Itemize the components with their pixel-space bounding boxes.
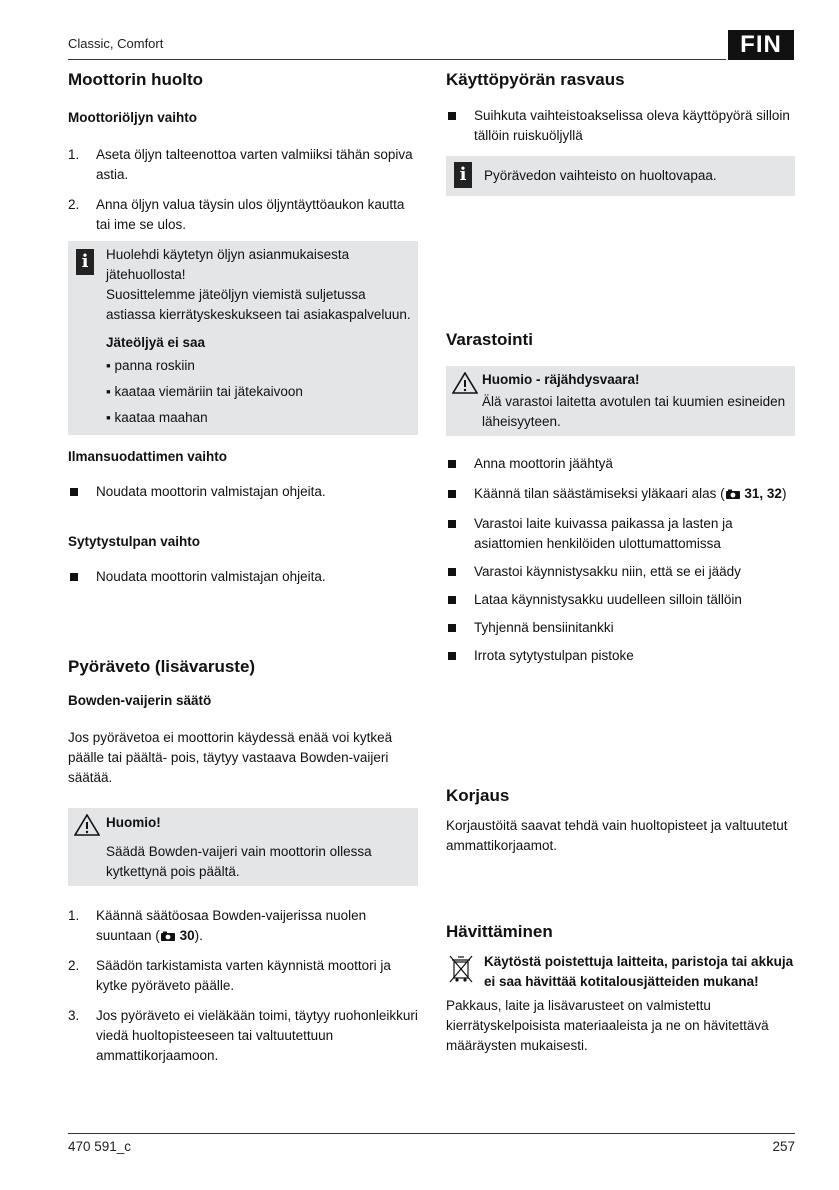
document-id: 470 591_c <box>68 1139 132 1154</box>
oil-must-not-list <box>106 353 412 431</box>
list-item: Tyhjennä bensiinitankki <box>446 618 795 638</box>
bowden-text: Jos pyörävetoa ei moottorin käydessä enää voi kytkeä päälle tai päältä- pois, täytyy vastaava Bowden-vaijeri säätää. <box>68 730 393 785</box>
oil-disposal-note <box>68 241 418 435</box>
oil-note-line1: Huolehdi käytetyn öljyn asianmukaisesta jätehuollosta! <box>106 247 350 282</box>
oil-step: 2. Anna öljyn valua täysin ulos öljyntäyttöaukon kautta tai ime se ulos. <box>68 197 405 232</box>
wheel-drive-title: Pyöräveto (lisävaruste) <box>68 657 256 676</box>
info-icon: i <box>454 162 472 188</box>
grease-list <box>446 106 795 146</box>
disposal-title: Hävittäminen <box>446 922 553 941</box>
air-filter-list <box>68 482 418 502</box>
camera-icon <box>160 931 176 942</box>
list-item: Käännä tilan säästämiseksi yläkaari alas ( 31, 32) <box>446 484 795 504</box>
crossed-bin-icon <box>448 954 474 984</box>
bowden-warning-title: Huomio! <box>106 815 161 830</box>
storage-warning <box>446 366 795 436</box>
list-item: Varastoi laite kuivassa paikassa ja lasten ja asiattomien henkilöiden ulottumattomissa <box>446 514 795 554</box>
air-filter-title: Ilmansuodattimen vaihto <box>68 449 228 464</box>
left-column <box>68 68 418 1066</box>
list-item: Noudata moottorin valmistajan ohjeita. <box>68 482 418 502</box>
oil-steps <box>68 145 418 235</box>
right-column <box>446 68 795 1056</box>
header-rule <box>68 59 726 60</box>
oil-change-title: Moottoriöljyn vaihto <box>68 110 197 125</box>
bowden-step: 3. Jos pyöräveto ei vieläkään toimi, täytyy ruohonleikkuri viedä huoltopisteeseen tai valtuutettuun ammattikorjaamoon. <box>68 1008 418 1063</box>
page-number: 257 <box>772 1139 795 1154</box>
list-item: Suihkuta vaihteistoakselissa oleva käyttöpyörä silloin tällöin ruiskuöljyllä <box>446 106 795 146</box>
storage-title: Varastointi <box>446 330 533 349</box>
oil-note-line2: Suosittelemme jäteöljyn viemistä suljetussa astiassa kierrätyskeskukseen tai asiakaspalveluun. <box>106 287 411 322</box>
language-badge: FIN <box>728 30 794 60</box>
bowden-warning <box>68 808 418 886</box>
footer-rule <box>68 1133 795 1134</box>
info-icon: i <box>76 249 94 275</box>
repair-title: Korjaus <box>446 786 510 805</box>
list-item: Varastoi käynnistysakku niin, että se ei jäädy <box>446 562 795 582</box>
bowden-step: 1. Käännä säätöosaa Bowden-vaijerissa nuolen suuntaan ( 30). <box>68 908 367 943</box>
list-item: Irrota sytytystulpan pistoke <box>446 646 795 666</box>
grease-title: Käyttöpyörän rasvaus <box>446 70 625 89</box>
grease-note-text: Pyörävedon vaihteisto on huoltovapaa. <box>484 168 717 183</box>
warning-icon <box>452 372 478 394</box>
bowden-steps <box>68 906 418 1066</box>
storage-list <box>446 454 795 666</box>
disposal-warning-text: Käytöstä poistettuja laitteita, paristoja tai akkuja ei saa hävittää kotitalousjätteiden mukana! <box>484 954 794 989</box>
maintenance-title: Moottorin huolto <box>68 70 204 89</box>
warning-icon <box>74 814 100 836</box>
bowden-warning-text: Säädä Bowden-vaijeri vain moottorin ollessa kytkettynä pois päältä. <box>106 844 372 879</box>
spark-plug-title: Sytytystulpan vaihto <box>68 534 201 549</box>
disposal-text: Pakkaus, laite ja lisävarusteet on valmistettu kierrätyskelpoisista materiaaleista ja ne on hävitettävä määräysten mukaisesti. <box>446 998 769 1053</box>
grease-note <box>446 156 795 196</box>
list-item: ▪ kaataa maahan <box>106 410 208 425</box>
bowden-step: 2. Säädön tarkistamista varten käynnistä moottori ja kytke pyöräveto päälle. <box>68 958 391 993</box>
storage-warning-text: Älä varastoi laitetta avotulen tai kuumien esineiden läheisyyteen. <box>482 394 786 429</box>
list-item: Noudata moottorin valmistajan ohjeita. <box>68 567 418 587</box>
oil-step: 1. Aseta öljyn talteenottoa varten valmiiksi tähän sopiva astia. <box>68 147 413 182</box>
list-item: ▪ panna roskiin <box>106 358 195 373</box>
list-item: Lataa käynnistysakku uudelleen silloin tällöin <box>446 590 795 610</box>
oil-must-not-title: Jäteöljyä ei saa <box>106 335 206 350</box>
repair-text: Korjaustöitä saavat tehdä vain huoltopisteet ja valtuutetut ammattikorjaamot. <box>446 818 788 853</box>
list-item: ▪ kaataa viemäriin tai jätekaivoon <box>106 384 303 399</box>
bowden-title: Bowden-vaijerin säätö <box>68 693 212 708</box>
header-product: Classic, Comfort <box>68 36 164 51</box>
disposal-warning <box>446 952 795 992</box>
list-item: Anna moottorin jäähtyä <box>446 454 795 474</box>
storage-warning-title: Huomio - räjähdysvaara! <box>482 372 640 387</box>
spark-plug-list <box>68 567 418 587</box>
camera-icon <box>725 489 741 500</box>
